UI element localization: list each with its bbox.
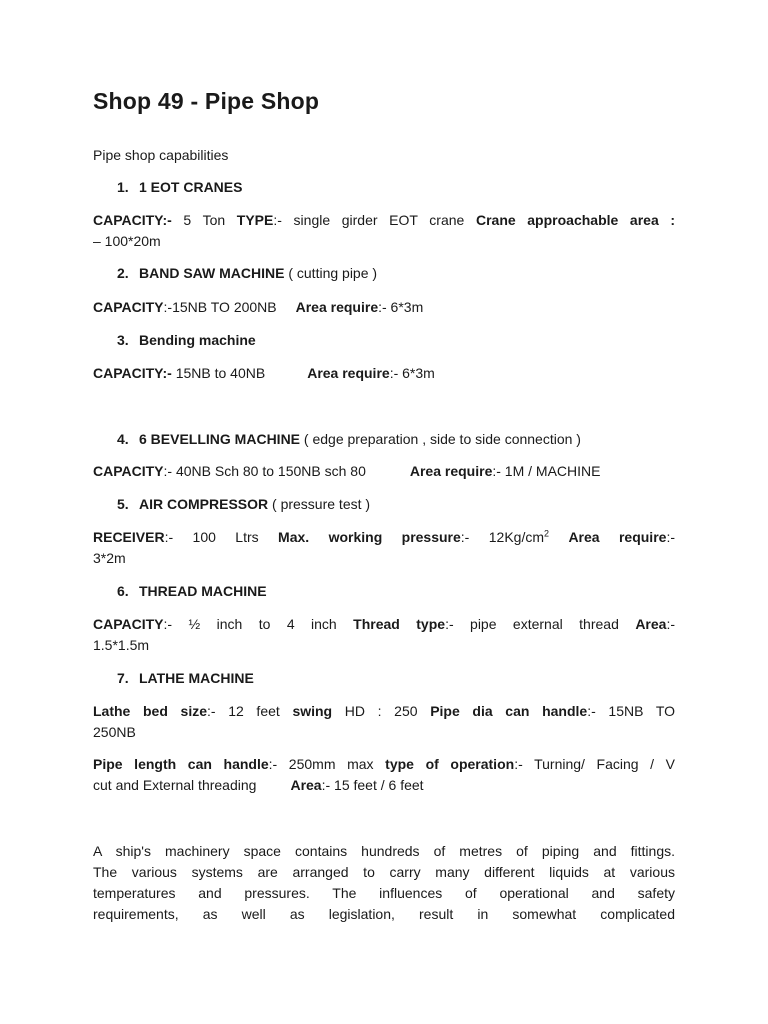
paragraph-line: A ship's machinery space contains hundreds of metres of piping and fittings. (93, 843, 675, 859)
list-item-bending-machine (117, 330, 699, 351)
spec-value: :- 6*3m (389, 365, 435, 381)
spec-value: 5 Ton (171, 212, 226, 228)
list-number: 4. (117, 431, 129, 447)
item-suffix: ( pressure test ) (268, 496, 371, 512)
spec-label: Thread type (353, 616, 446, 632)
spec-label: Area (635, 616, 667, 632)
list-item-air-compressor (117, 494, 699, 515)
spec-label: Pipe length can handle (93, 756, 269, 772)
intro-text: Pipe shop capabilities (93, 147, 229, 163)
spec-value: :- 100 Ltrs (164, 529, 259, 545)
spec-label: Area require (295, 299, 379, 315)
body-paragraph (93, 841, 675, 925)
superscript: 2 (544, 528, 550, 539)
spec-value: :- single girder EOT crane (273, 212, 465, 228)
spec-lathe-line-1 (93, 701, 675, 722)
item-name: THREAD MACHINE (139, 583, 267, 599)
paragraph-line: requirements, as well as legislation, result in somewhat complicated (93, 906, 675, 922)
spec-value: :- ½ inch to 4 inch (163, 616, 337, 632)
spec-label: CAPACITY (93, 463, 164, 479)
spec-label: Crane approachable area : (475, 212, 676, 228)
paragraph-line: temperatures and pressures. The influences of operational and safety (93, 885, 675, 901)
spec-thread-line-2: 1.5*1.5m (93, 637, 150, 653)
spec-label: RECEIVER (93, 529, 165, 545)
spec-label: Area (290, 777, 322, 793)
spec-value: :- 40NB Sch 80 to 150NB sch 80 (163, 463, 366, 479)
spec-crane-line-2: – 100*20m (93, 233, 161, 249)
spec-label: Lathe bed size (93, 703, 207, 719)
spec-label: swing (292, 703, 333, 719)
spec-label: Area require (568, 529, 667, 545)
spec-value: :- 250mm max (268, 756, 374, 772)
spec-value: :- 12 feet (207, 703, 280, 719)
spec-label: Area require (409, 463, 493, 479)
spec-value: cut and External threading (93, 777, 257, 793)
spec-label: TYPE (236, 212, 274, 228)
list-item-eot-cranes (117, 177, 699, 198)
spec-bevelling-line (93, 461, 675, 482)
spec-lathe-line-4 (93, 775, 675, 796)
spec-label: type of operation (385, 756, 515, 772)
spec-lathe-line-3 (93, 754, 675, 775)
spec-crane-line-1 (93, 210, 675, 231)
item-name: 6 BEVELLING MACHINE (139, 431, 301, 447)
spec-label: Max. working pressure (278, 529, 461, 545)
list-item-lathe-machine (117, 668, 699, 689)
list-number: 1. (117, 179, 129, 195)
list-item-thread-machine (117, 581, 699, 602)
paragraph-line: The various systems are arranged to carry many different liquids at various (93, 864, 675, 880)
spec-label: CAPACITY (93, 299, 164, 315)
spec-label: Area require (307, 365, 390, 381)
item-suffix: ( cutting pipe ) (284, 265, 378, 281)
page-title: Shop 49 - Pipe Shop (93, 88, 320, 114)
list-number: 6. (117, 583, 129, 599)
spec-value: :- 1M / MACHINE (492, 463, 601, 479)
item-name: 1 EOT CRANES (139, 179, 243, 195)
spec-value: :- (666, 616, 676, 632)
spec-compressor-line-2: 3*2m (93, 550, 126, 566)
spec-label: CAPACITY:- (93, 365, 172, 381)
spec-lathe-line-2: 250NB (93, 724, 136, 740)
list-item-bevelling-machine (117, 429, 699, 450)
item-name: Bending machine (139, 332, 256, 348)
spec-value: :- 12Kg/cm (460, 529, 545, 545)
spec-label: CAPACITY (93, 616, 164, 632)
spec-bandsaw-line (93, 297, 675, 318)
item-name: BAND SAW MACHINE (139, 265, 285, 281)
spec-value: :- 15NB TO (587, 703, 676, 719)
spec-label: CAPACITY:- (93, 212, 172, 228)
list-number: 2. (117, 265, 129, 281)
item-name: AIR COMPRESSOR (139, 496, 269, 512)
spec-label: Pipe dia can handle (430, 703, 588, 719)
list-number: 7. (117, 670, 129, 686)
spec-value: :- (666, 529, 675, 545)
spec-value: :- Turning/ Facing / V (514, 756, 676, 772)
list-number: 3. (117, 332, 129, 348)
list-number: 5. (117, 496, 129, 512)
spec-value: 15NB to 40NB (171, 365, 266, 381)
item-suffix: ( edge preparation , side to side connection ) (300, 431, 581, 447)
spec-compressor-line-1 (93, 527, 675, 548)
spec-value: :- 15 feet / 6 feet (321, 777, 424, 793)
spec-value: HD : 250 (332, 703, 418, 719)
spec-value: :- 6*3m (378, 299, 424, 315)
spec-value: :-15NB TO 200NB (163, 299, 277, 315)
list-item-band-saw (117, 263, 699, 284)
spec-value: :- pipe external thread (445, 616, 619, 632)
item-name: LATHE MACHINE (139, 670, 254, 686)
spec-bending-line (93, 363, 675, 384)
spec-thread-line-1 (93, 614, 675, 635)
